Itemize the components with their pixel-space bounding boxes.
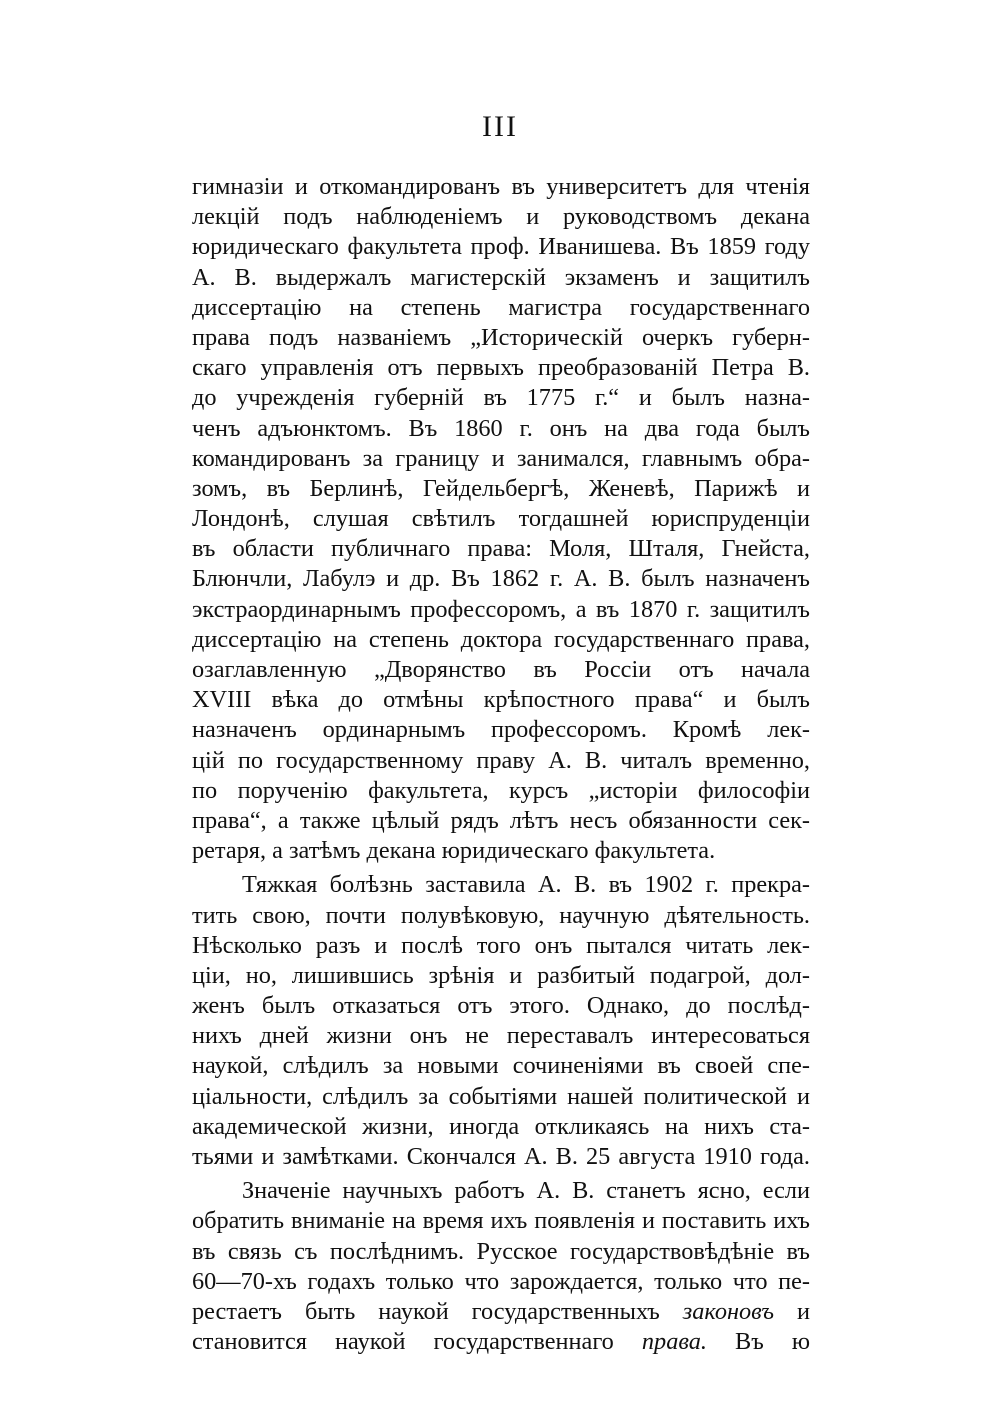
text-line-mixed: [192, 1297, 810, 1327]
text-line: лекцій подъ наблюденіемъ и руководствомъ декана: [192, 203, 810, 231]
text-line: наукой, слѣдилъ за новыми сочиненіями въ своей спе-: [192, 1052, 810, 1080]
text-segment: Въ ю: [735, 1328, 810, 1356]
text-line: въ связь съ послѣднимъ. Русское государствовѣдѣніе въ: [192, 1237, 810, 1265]
text-line: до учрежденія губерній въ 1775 г.“ и былъ назна-: [192, 384, 810, 412]
text-line: цій по государственному праву А. В. читалъ временно,: [192, 746, 810, 774]
page-number: III: [482, 110, 518, 143]
italic-term: законовъ: [682, 1297, 775, 1325]
text-line: въ области публичнаго права: Моля, Шталя, Гнейста,: [192, 535, 810, 563]
text-line: ціальности, слѣдилъ за событіями нашей политической и: [192, 1082, 810, 1110]
text-line: озаглавленную „Дворянство въ Россіи отъ начала: [192, 656, 810, 683]
text-line: тьями и замѣтками. Скончался А. В. 25 августа 1910 года.: [192, 1143, 810, 1170]
text-line: экстраординарнымъ профессоромъ, а въ 1870 г. защитилъ: [192, 595, 810, 623]
text-line: ченъ адъюнктомъ. Въ 1860 г. онъ на два года былъ: [192, 414, 810, 442]
text-line: Значеніе научныхъ работъ А. В. станетъ ясно, если: [242, 1177, 810, 1205]
text-line: нихъ дней жизни онъ не переставалъ интересоваться: [192, 1022, 810, 1050]
italic-term: права.: [641, 1328, 707, 1356]
text-line: обратить вниманіе на время ихъ появленія и поставить ихъ: [192, 1207, 810, 1235]
text-line: Блюнчли, Лабулэ и др. Въ 1862 г. А. В. былъ назначенъ: [192, 565, 810, 593]
text-line: ціи, но, лишившись зрѣнія и разбитый подагрой, дол-: [192, 961, 810, 989]
body-text: [192, 172, 810, 1357]
text-line: тить свою, почти полувѣковую, научную дѣятельность.: [192, 901, 810, 929]
text-line: Нѣсколько разъ и послѣ того онъ пытался читать лек-: [192, 931, 810, 959]
text-segment: и: [797, 1297, 811, 1325]
text-line: XVIII вѣка до отмѣны крѣпостного права“ и былъ: [192, 686, 810, 714]
paragraph-3: [192, 1176, 810, 1357]
text-line: диссертацію на степень магистра государственнаго: [192, 293, 810, 321]
text-line: женъ былъ отказаться отъ этого. Однако, до послѣд-: [192, 992, 810, 1020]
text-line: диссертацію на степень доктора государственнаго права,: [192, 625, 810, 653]
text-line: по порученію факультета, курсъ „исторіи философіи: [192, 776, 810, 804]
text-line: 60—70-хъ годахъ только что зарождается, только что пе-: [192, 1267, 810, 1295]
text-line: Тяжкая болѣзнь заставила А. В. въ 1902 г. прекра-: [242, 871, 810, 899]
text-line: зомъ, въ Берлинѣ, Гейдельбергѣ, Женевѣ, Парижѣ и: [192, 474, 810, 502]
text-line: ретаря, а затѣмъ декана юридическаго факультета.: [192, 837, 716, 865]
text-line: академической жизни, иногда откликаясь на нихъ ста-: [192, 1112, 810, 1140]
text-line-mixed: [192, 1327, 810, 1357]
text-line: права“, а также цѣлый рядъ лѣтъ несъ обязанности сек-: [192, 806, 810, 834]
text-line: Лондонѣ, слушая свѣтилъ тогдашней юриспруденціи: [192, 505, 810, 533]
text-line: назначенъ ординарнымъ профессоромъ. Кромѣ лек-: [192, 716, 810, 744]
text-line: гимназіи и откомандированъ въ университетъ для чтенія: [192, 173, 810, 200]
paragraph-2: [192, 870, 810, 1172]
text-line: юридическаго факультета проф. Иванишева. Въ 1859 году: [192, 233, 810, 261]
text-segment: рестаетъ быть наукой государственныхъ: [192, 1297, 660, 1325]
paragraph-1: [192, 172, 810, 866]
text-line: А. В. выдержалъ магистерскій экзаменъ и защитилъ: [192, 263, 810, 291]
text-line: командированъ за границу и занимался, главнымъ обра-: [192, 444, 810, 472]
text-line: права подъ названіемъ „Историческій очеркъ губерн-: [192, 323, 810, 351]
text-segment: становится наукой государственнаго: [192, 1328, 614, 1356]
text-line: скаго управленія отъ первыхъ преобразованій Петра В.: [192, 354, 810, 382]
